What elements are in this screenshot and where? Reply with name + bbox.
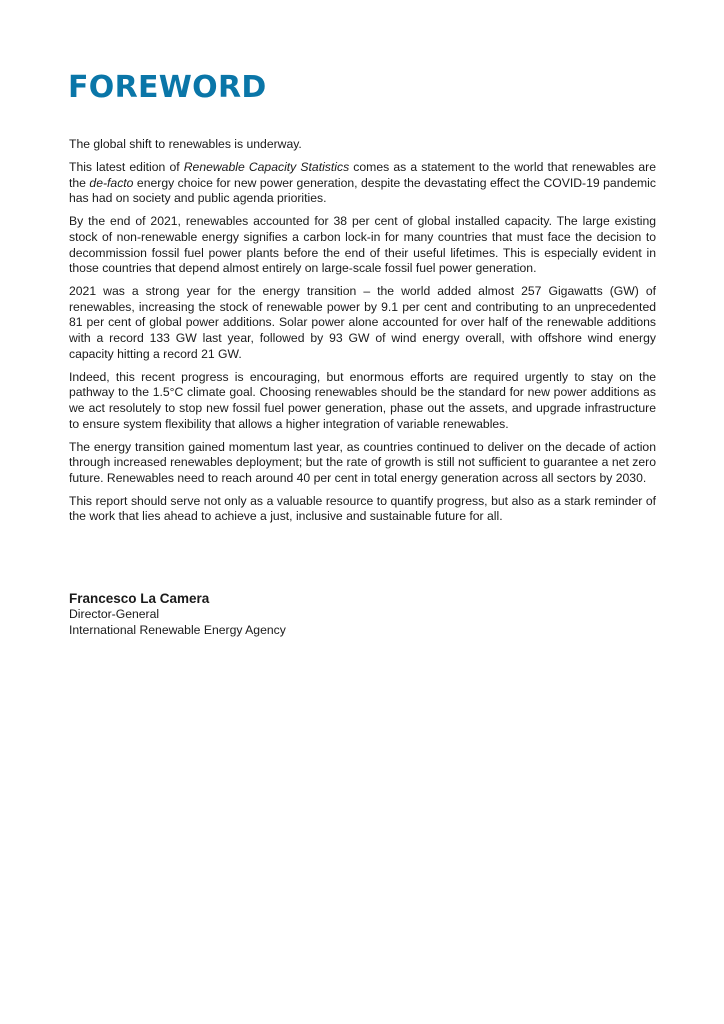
signature-block <box>69 590 286 638</box>
signatory-role: Director-General <box>69 607 160 621</box>
foreword-body <box>69 137 656 533</box>
page-title: FOREWORD <box>68 70 267 105</box>
paragraph: This report should serve not only as a valuable resource to quantify progress, but also as a stark reminder of the work that lies ahead to achieve a just, inclusive and sustainable future for all. <box>69 493 656 524</box>
signatory-organization: International Renewable Energy Agency <box>69 622 286 637</box>
paragraph: The global shift to renewables is underway. <box>69 137 302 151</box>
paragraph: 2021 was a strong year for the energy transition – the world added almost 257 Gigawatts (GW) of renewables, increasing the stock of renewable power by 9.1 per cent and contributing to an unprecedented 81 per cent of global power additions. Solar power alone accounted for over half of the renewable additions with a record 133 GW last year, followed by 93 GW of wind energy overall, with offshore wind energy capacity hitting a record 21 GW. <box>69 284 656 361</box>
emphasis: de-facto <box>89 175 134 190</box>
text-segment: This latest edition of <box>69 160 184 175</box>
paragraph: Indeed, this recent progress is encouraging, but enormous efforts are required urgently to stay on the pathway to the 1.5°C climate goal. Choosing renewables should be the standard for new power additions as we act resolutely to stop new fossil fuel power generation, phase out the assets, and upgrade infrastructure to ensure system flexibility that allows a higher integration of variable renewables. <box>69 369 656 431</box>
paragraph: By the end of 2021, renewables accounted for 38 per cent of global installed capacity. The large existing stock of non-renewable energy signifies a carbon lock-in for many countries that must face the decision to decommission fossil fuel power plants before the end of their useful lifetimes. This is especially evident in those countries that depend almost entirely on large-scale fossil fuel power generation. <box>69 214 656 276</box>
paragraph: The energy transition gained momentum last year, as countries continued to deliver on the decade of action through increased renewables deployment; but the rate of growth is still not sufficient to guarantee a net zero future. Renewables need to reach around 40 per cent in total energy generation across all sectors by 2030. <box>69 439 656 485</box>
signatory-name: Francesco La Camera <box>69 591 210 606</box>
publication-title: Renewable Capacity Statistics <box>183 160 350 175</box>
text-segment: energy choice for new power generation, despite the devastating effect the COVID-19 pandemic has had on society and public agenda priorities. <box>69 175 656 206</box>
text-segment: comes as a statement to the world that renewables are the <box>69 160 657 190</box>
paragraph <box>69 160 656 207</box>
